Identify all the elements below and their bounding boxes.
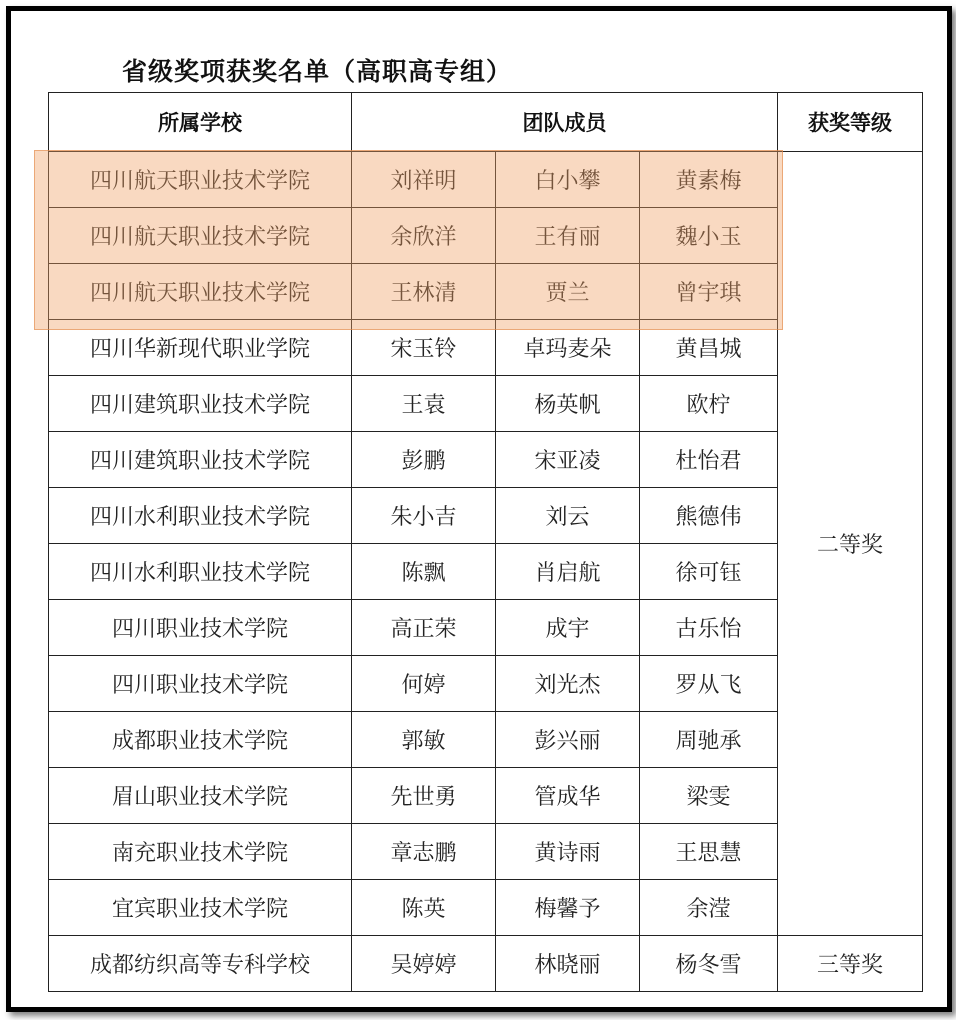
table-header-row (49, 93, 923, 152)
level-cell-third: 三等奖 (778, 936, 923, 992)
member-cell: 梅馨予 (496, 880, 640, 936)
member-cell: 白小攀 (496, 152, 640, 208)
school-cell: 南充职业技术学院 (49, 824, 352, 880)
member-cell: 杜怡君 (640, 432, 778, 488)
member-cell: 陈英 (352, 880, 496, 936)
member-cell: 黄昌城 (640, 320, 778, 376)
member-cell: 余欣洋 (352, 208, 496, 264)
member-cell: 宋亚凌 (496, 432, 640, 488)
member-cell: 罗从飞 (640, 656, 778, 712)
header-school: 所属学校 (49, 93, 352, 152)
school-cell: 四川职业技术学院 (49, 600, 352, 656)
member-cell: 卓玛麦朵 (496, 320, 640, 376)
member-cell: 贾兰 (496, 264, 640, 320)
page-title: 省级奖项获奖名单（高职高专组） (122, 57, 513, 86)
member-cell: 欧柠 (640, 376, 778, 432)
member-cell: 彭鹏 (352, 432, 496, 488)
member-cell: 魏小玉 (640, 208, 778, 264)
school-cell: 眉山职业技术学院 (49, 768, 352, 824)
member-cell: 王袁 (352, 376, 496, 432)
member-cell: 刘祥明 (352, 152, 496, 208)
header-level: 获奖等级 (778, 93, 923, 152)
member-cell: 余滢 (640, 880, 778, 936)
member-cell: 先世勇 (352, 768, 496, 824)
school-cell: 四川职业技术学院 (49, 656, 352, 712)
member-cell: 何婷 (352, 656, 496, 712)
awards-table (48, 92, 923, 992)
member-cell: 曾宇琪 (640, 264, 778, 320)
school-cell: 四川航天职业技术学院 (49, 264, 352, 320)
member-cell: 宋玉铃 (352, 320, 496, 376)
member-cell: 杨英帆 (496, 376, 640, 432)
member-cell: 林晓丽 (496, 936, 640, 992)
member-cell: 章志鹏 (352, 824, 496, 880)
school-cell: 四川华新现代职业学院 (49, 320, 352, 376)
member-cell: 高正荣 (352, 600, 496, 656)
member-cell: 王林清 (352, 264, 496, 320)
table-row (49, 936, 923, 992)
header-members: 团队成员 (352, 93, 778, 152)
member-cell: 黄素梅 (640, 152, 778, 208)
member-cell: 彭兴丽 (496, 712, 640, 768)
member-cell: 周驰承 (640, 712, 778, 768)
member-cell: 肖启航 (496, 544, 640, 600)
table-row (49, 152, 923, 208)
member-cell: 熊德伟 (640, 488, 778, 544)
member-cell: 王有丽 (496, 208, 640, 264)
member-cell: 古乐怡 (640, 600, 778, 656)
member-cell: 陈飘 (352, 544, 496, 600)
school-cell: 四川水利职业技术学院 (49, 488, 352, 544)
school-cell: 宜宾职业技术学院 (49, 880, 352, 936)
school-cell: 成都职业技术学院 (49, 712, 352, 768)
school-cell: 成都纺织高等专科学校 (49, 936, 352, 992)
member-cell: 郭敏 (352, 712, 496, 768)
school-cell: 四川航天职业技术学院 (49, 152, 352, 208)
member-cell: 吴婷婷 (352, 936, 496, 992)
member-cell: 黄诗雨 (496, 824, 640, 880)
level-cell-second: 二等奖 (778, 152, 923, 936)
member-cell: 王思慧 (640, 824, 778, 880)
school-cell: 四川建筑职业技术学院 (49, 376, 352, 432)
school-cell: 四川建筑职业技术学院 (49, 432, 352, 488)
member-cell: 杨冬雪 (640, 936, 778, 992)
member-cell: 成宇 (496, 600, 640, 656)
school-cell: 四川水利职业技术学院 (49, 544, 352, 600)
member-cell: 刘云 (496, 488, 640, 544)
member-cell: 徐可钰 (640, 544, 778, 600)
member-cell: 梁雯 (640, 768, 778, 824)
member-cell: 刘光杰 (496, 656, 640, 712)
member-cell: 管成华 (496, 768, 640, 824)
member-cell: 朱小吉 (352, 488, 496, 544)
school-cell: 四川航天职业技术学院 (49, 208, 352, 264)
